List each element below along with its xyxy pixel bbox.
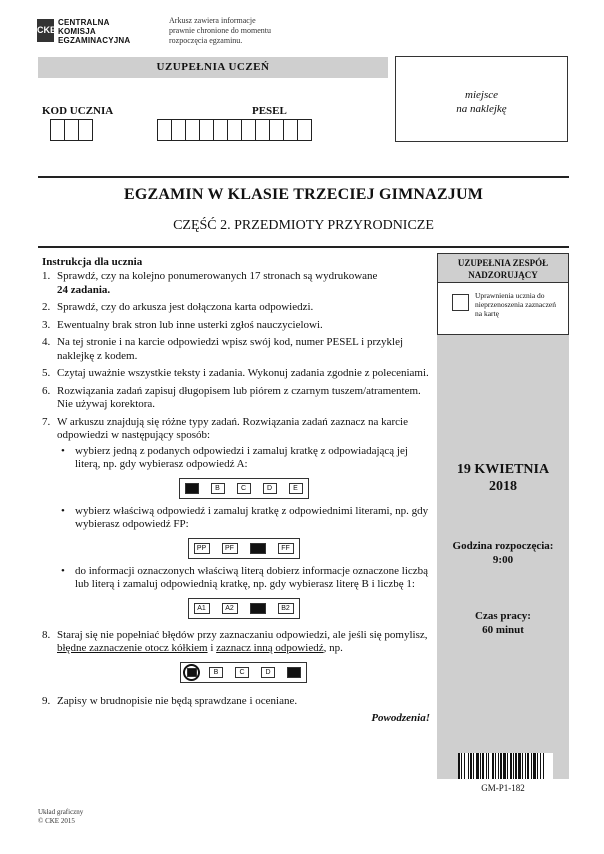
cke-logo: CKE — [37, 19, 54, 42]
supervisors-header: UZUPEŁNIA ZESPÓŁ NADZORUJĄCY — [437, 253, 569, 283]
instruction-item: 5. Czytaj uważnie wszystkie teksty i zadania. Wykonuj zadania zgodnie z poleceniami. — [42, 367, 429, 379]
exam-title: EGZAMIN W KLASIE TRZECIEJ GIMNAZJUM — [123, 186, 484, 203]
footer: Układ graficzny © CKE 2015 — [38, 808, 84, 825]
instruction-item: 2. Sprawdź, czy do arkusza jest dołączona karta odpowiedzi. — [42, 301, 314, 313]
student-fill-bar: UZUPEŁNIA UCZEŃ — [38, 57, 388, 78]
pesel-cells[interactable] — [158, 119, 312, 141]
example-tf-choice: PP PF FF — [188, 538, 300, 559]
divider-top — [38, 176, 569, 178]
instruction-item: 9. Zapisy w brudnopisie nie będą sprawdzane i oceniane. — [42, 694, 298, 707]
barcode — [458, 753, 553, 779]
exam-subtitle: CZĘŚĆ 2. PRZEDMIOTY PRZYRODNICZE — [173, 218, 434, 233]
exam-date: 19 KWIETNIA 2018 — [456, 462, 550, 494]
instruction-item: 7. W arkuszu znajdują się różne typy zadań. Rozwiązania zadań zaznacz na karcie odpowiedzi w następujący sposób: • wybierz jedną z podanych odpowiedzi i zamaluj kratkę z odpowiadającą jej literą, np. gdy wybierasz odpowiedź A: B C D E • wybierz właściwą odpowiedź i zamaluj kratkę z odpowiednimi literami, np. gdy wybierasz odpowiedź FP: PP PF FF • do informacji oznaczonych właściwą literą dobierz informacje oznaczone liczbą lub literą i zamaluj odpowiednią kratkę, np. gdy wybierasz literę B i liczbę 1: A1 A2 B2 — [42, 416, 430, 625]
instruction-item: 8. Staraj się nie popełniać błędów przy zaznaczaniu odpowiedzi, ale jeśli się pomylisz, błędne zaznaczenie otocz kółkiem i zaznacz inną odpowiedź, np. B C D — [42, 629, 430, 689]
work-time: Czas pracy: 60 minut — [475, 610, 531, 636]
student-code-label: KOD UCZNIA — [42, 105, 114, 117]
instruction-item: 4. Na tej stronie i na karcie odpowiedzi wpisz swój kod, numer PESEL i przyklej naklejkę z kodem. — [42, 336, 404, 362]
instruction-item: 6. Rozwiązania zadań zapisuj długopisem lub piórem z czarnym tuszem/atramentem. Nie używaj korektora. — [42, 384, 421, 410]
example-correction: B C D — [180, 662, 307, 683]
sticker-area: miejsce na naklejkę — [395, 56, 568, 142]
instruction-item: 3. Ewentualny brak stron lub inne usterki zgłoś nauczycielowi. — [42, 318, 323, 331]
permission-checkbox[interactable] — [452, 294, 469, 311]
confidential-note: Arkusz zawiera informacje prawnie chronione do momentu rozpoczęcia egzaminu. — [169, 16, 271, 45]
instructions-heading: Instrukcja dla ucznia — [42, 256, 143, 268]
permission-label: Uprawnienia ucznia do nieprzenoszenia zaznaczeń na kartę — [475, 291, 556, 318]
instruction-item: 1. Sprawdź, czy na kolejno ponumerowanych 17 stronach są wydrukowane 24 zadania. — [42, 270, 378, 296]
instructions-list — [42, 270, 430, 726]
example-matching: A1 A2 B2 — [188, 598, 300, 619]
student-code-cells[interactable] — [51, 119, 93, 141]
pesel-label: PESEL — [252, 105, 287, 117]
example-single-choice: B C D E — [179, 478, 309, 499]
exam-code: GM-P1-182 — [481, 783, 525, 793]
divider-middle — [38, 246, 569, 248]
logo-text: CENTRALNA KOMISJA EGZAMINACYJNA — [58, 18, 131, 45]
start-time: Godzina rozpoczęcia: 9:00 — [452, 540, 554, 566]
good-luck: Powodzenia! — [371, 712, 430, 724]
